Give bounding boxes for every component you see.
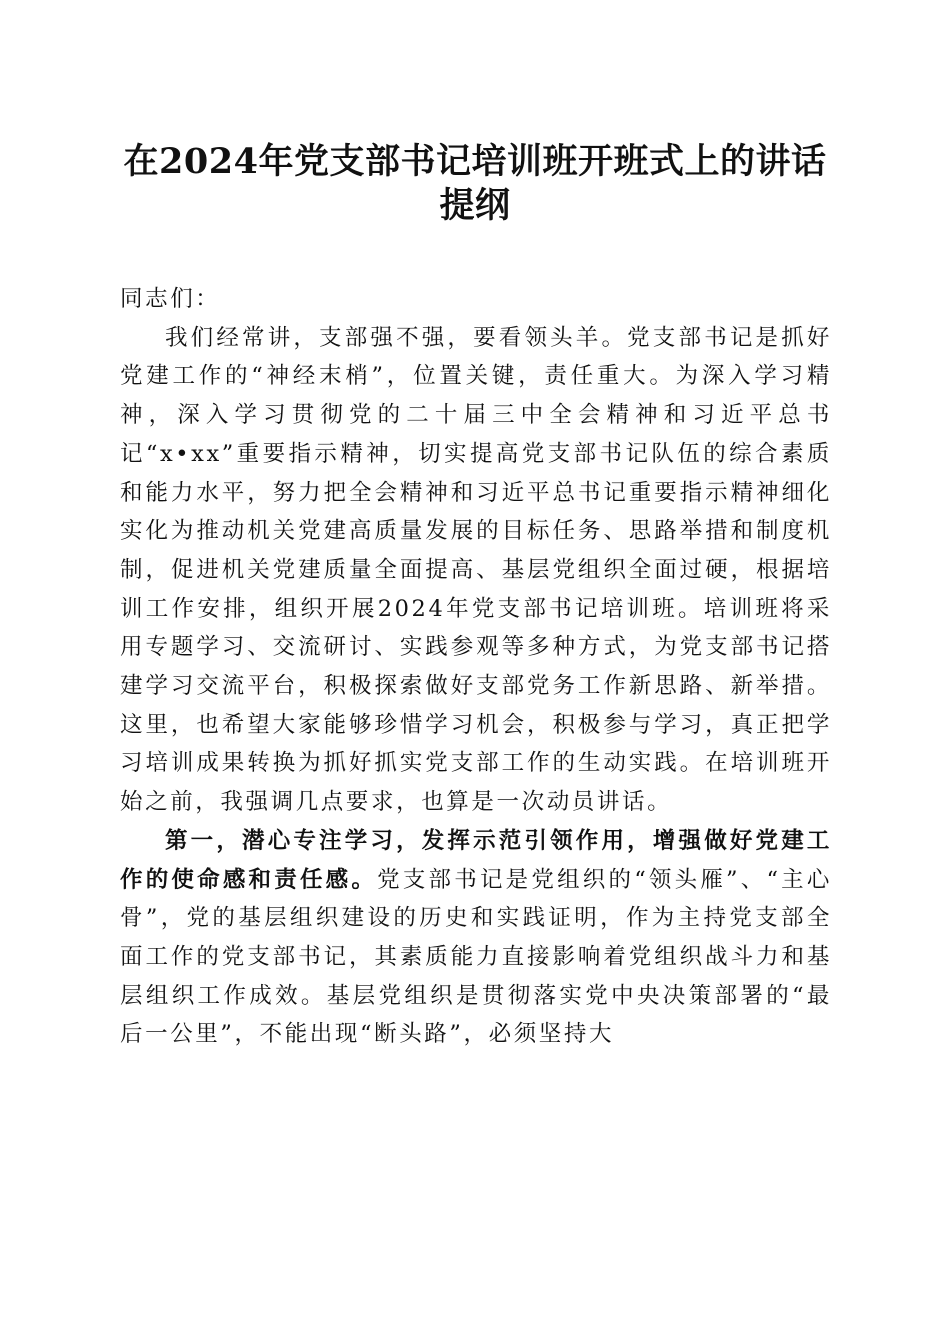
paragraph-first-point [120,822,832,1054]
greeting: 同志们： [120,286,221,312]
first-point-heading: 第一，潜心专注学习，发挥示范引领作用，增强做好党建工作的使命感和责任感。 [120,827,832,893]
document-title-continuation: 提纲 [439,185,511,226]
first-point-body: 党支部书记是党组织的“领头雁”、“主心骨”，党的基层组织建设的历史和实践证明，作为主持党支部全面工作的党支部书记，其素质能力直接影响着党组织战斗力和基层组织工作成效。基层党组织是贯彻落实党中央决策部署的“最后一公里”，不能出现“断头路”，必须坚持大 [120,866,832,1048]
document-body [120,280,832,1054]
paragraph-intro: 我们经常讲，支部强不强，要看领头羊。党支部书记是抓好党建工作的“神经末梢”，位置关键，责任重大。为深入学习精神，深入学习贯彻党的二十届三中全会精神和习近平总书记“x•xx”重要指示精神，切实提高党支部书记队伍的综合素质和能力水平，努力把全会精神和习近平总书记重要指示精神细化实化为推动机关党建高质量发展的目标任务、思路举措和制度机制，促进机关党建质量全面提高、基层党组织全面过硬，根据培训工作安排，组织开展2024年党支部书记培训班。培训班将采用专题学习、交流研讨、实践参观等多种方式，为党支部书记搭建学习交流平台，积极探索做好支部党务工作新思路、新举措。这里，也希望大家能够珍惜学习机会，积极参与学习，真正把学习培训成果转换为抓好抓实党支部工作的生动实践。在培训班开始之前，我强调几点要求，也算是一次动员讲话。 [120,324,832,816]
document-title: 在2024年党支部书记培训班开班式上的讲话 [123,141,827,182]
